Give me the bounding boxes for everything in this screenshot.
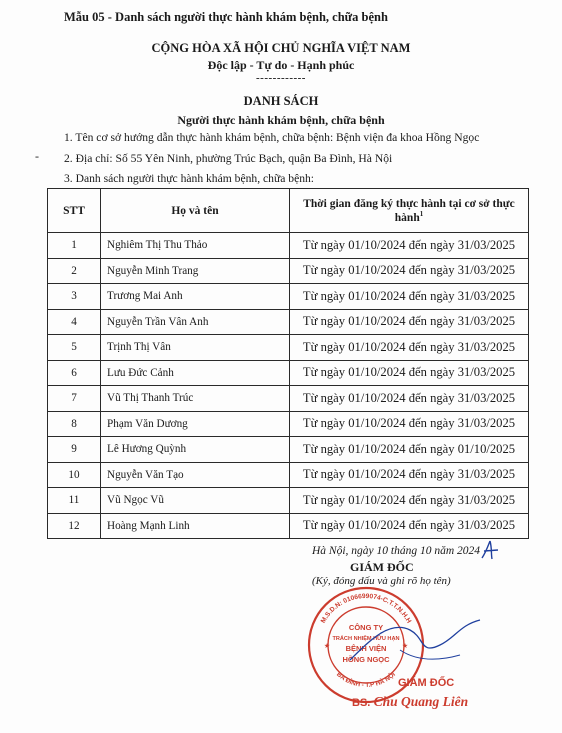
header-stt: STT — [48, 189, 101, 233]
stamp-prefix: BS. — [352, 697, 371, 709]
row-stt: 10 — [48, 462, 101, 488]
row-name: Nghiêm Thị Thu Thảo — [101, 233, 290, 259]
table-row — [48, 284, 529, 310]
row-stt: 2 — [48, 258, 101, 284]
row-period: Từ ngày 01/10/2024 đến ngày 01/10/2025 — [290, 437, 529, 463]
row-stt: 3 — [48, 284, 101, 310]
table-row — [48, 488, 529, 514]
row-name: Vũ Thị Thanh Trúc — [101, 386, 290, 412]
stamp-name: Chu Quang Liên — [373, 694, 469, 709]
seal-line-1: CÔNG TY — [348, 623, 384, 632]
seal-line-2: TRÁCH NHIỆM HỮU HẠN — [332, 636, 400, 642]
seal-star-icon: ★ — [401, 642, 409, 650]
practitioner-table — [47, 188, 529, 539]
row-name: Nguyễn Trần Vân Anh — [101, 309, 290, 335]
row-period: Từ ngày 01/10/2024 đến ngày 31/03/2025 — [290, 386, 529, 412]
row-stt: 5 — [48, 335, 101, 361]
row-period: Từ ngày 01/10/2024 đến ngày 31/03/2025 — [290, 513, 529, 539]
row-stt: 12 — [48, 513, 101, 539]
row-period: Từ ngày 01/10/2024 đến ngày 31/03/2025 — [290, 360, 529, 386]
seal-ring-text: M.S.D.N: 0106699074-C.T.T.N.H.H — [319, 592, 413, 625]
place-and-date: Hà Nội, ngày 10 tháng 10 năm 2024 — [312, 545, 481, 557]
table-row — [48, 462, 529, 488]
row-name: Phạm Văn Dương — [101, 411, 290, 437]
facility-name-line: 1. Tên cơ sở hướng dẫn thực hành khám bệnh, chữa bệnh: Bệnh viện đa khoa Hồng Ngọc — [64, 131, 480, 144]
signature-note: (Ký, đóng dấu và ghi rõ họ tên) — [312, 575, 451, 587]
row-stt: 7 — [48, 386, 101, 412]
table-header-row — [48, 189, 529, 233]
document-title: DANH SÁCH — [243, 94, 319, 108]
row-period: Từ ngày 01/10/2024 đến ngày 31/03/2025 — [290, 258, 529, 284]
table-row — [48, 411, 529, 437]
row-name: Lưu Đức Cảnh — [101, 360, 290, 386]
form-title: Mẫu 05 - Danh sách người thực hành khám bệnh, chữa bệnh — [64, 10, 388, 24]
row-stt: 8 — [48, 411, 101, 437]
row-stt: 4 — [48, 309, 101, 335]
table-row — [48, 437, 529, 463]
row-period: Từ ngày 01/10/2024 đến ngày 31/03/2025 — [290, 284, 529, 310]
list-intro-line: 3. Danh sách người thực hành khám bệnh, chữa bệnh: — [64, 172, 315, 185]
seal-star-icon: ★ — [323, 642, 331, 650]
table-row — [48, 335, 529, 361]
row-stt: 9 — [48, 437, 101, 463]
row-period: Từ ngày 01/10/2024 đến ngày 31/03/2025 — [290, 411, 529, 437]
header-period-label: Thời gian đăng ký thực hành tại cơ sở thực hành — [303, 197, 515, 224]
stamp-signer-name — [352, 694, 468, 710]
row-name: Hoàng Mạnh Linh — [101, 513, 290, 539]
stamp-title: GIÁM ĐỐC — [398, 677, 455, 689]
table-body — [48, 233, 529, 539]
signer-title: GIÁM ĐỐC — [350, 560, 414, 574]
row-stt: 1 — [48, 233, 101, 259]
row-period: Từ ngày 01/10/2024 đến ngày 31/03/2025 — [290, 233, 529, 259]
header-name: Họ và tên — [101, 189, 290, 233]
table-row — [48, 386, 529, 412]
seal-line-3: BỆNH VIỆN — [345, 644, 387, 653]
row-period: Từ ngày 01/10/2024 đến ngày 31/03/2025 — [290, 462, 529, 488]
row-period: Từ ngày 01/10/2024 đến ngày 31/03/2025 — [290, 335, 529, 361]
row-stt: 11 — [48, 488, 101, 514]
row-name: Vũ Ngọc Vũ — [101, 488, 290, 514]
row-name: Trương Mai Anh — [101, 284, 290, 310]
margin-mark: - — [35, 149, 39, 163]
header-period-footnote: 1 — [419, 209, 424, 218]
row-stt: 6 — [48, 360, 101, 386]
document-subtitle: Người thực hành khám bệnh, chữa bệnh — [177, 113, 385, 127]
header-divider: ------------ — [256, 72, 306, 84]
seal-bottom-text: BA ĐÌNH - T.P HÀ NỘI — [335, 671, 397, 689]
row-name: Lê Hương Quỳnh — [101, 437, 290, 463]
header-period — [290, 189, 529, 233]
seal-line-4: HỒNG NGỌC — [342, 655, 390, 664]
row-period: Từ ngày 01/10/2024 đến ngày 31/03/2025 — [290, 488, 529, 514]
table-row — [48, 233, 529, 259]
table-row — [48, 258, 529, 284]
signature-stroke — [340, 600, 490, 680]
national-title: CỘNG HÒA XÃ HỘI CHỦ NGHĨA VIỆT NAM — [151, 41, 411, 55]
row-name: Trịnh Thị Vân — [101, 335, 290, 361]
table-row — [48, 309, 529, 335]
table-row — [48, 513, 529, 539]
row-name: Nguyễn Văn Tạo — [101, 462, 290, 488]
table-row — [48, 360, 529, 386]
handwritten-mark-icon — [478, 538, 502, 562]
row-name: Nguyễn Minh Trang — [101, 258, 290, 284]
national-motto: Độc lập - Tự do - Hạnh phúc — [207, 58, 355, 72]
facility-address-line: 2. Địa chỉ: Số 55 Yên Ninh, phường Trúc Bạch, quận Ba Đình, Hà Nội — [64, 152, 393, 165]
row-period: Từ ngày 01/10/2024 đến ngày 31/03/2025 — [290, 309, 529, 335]
